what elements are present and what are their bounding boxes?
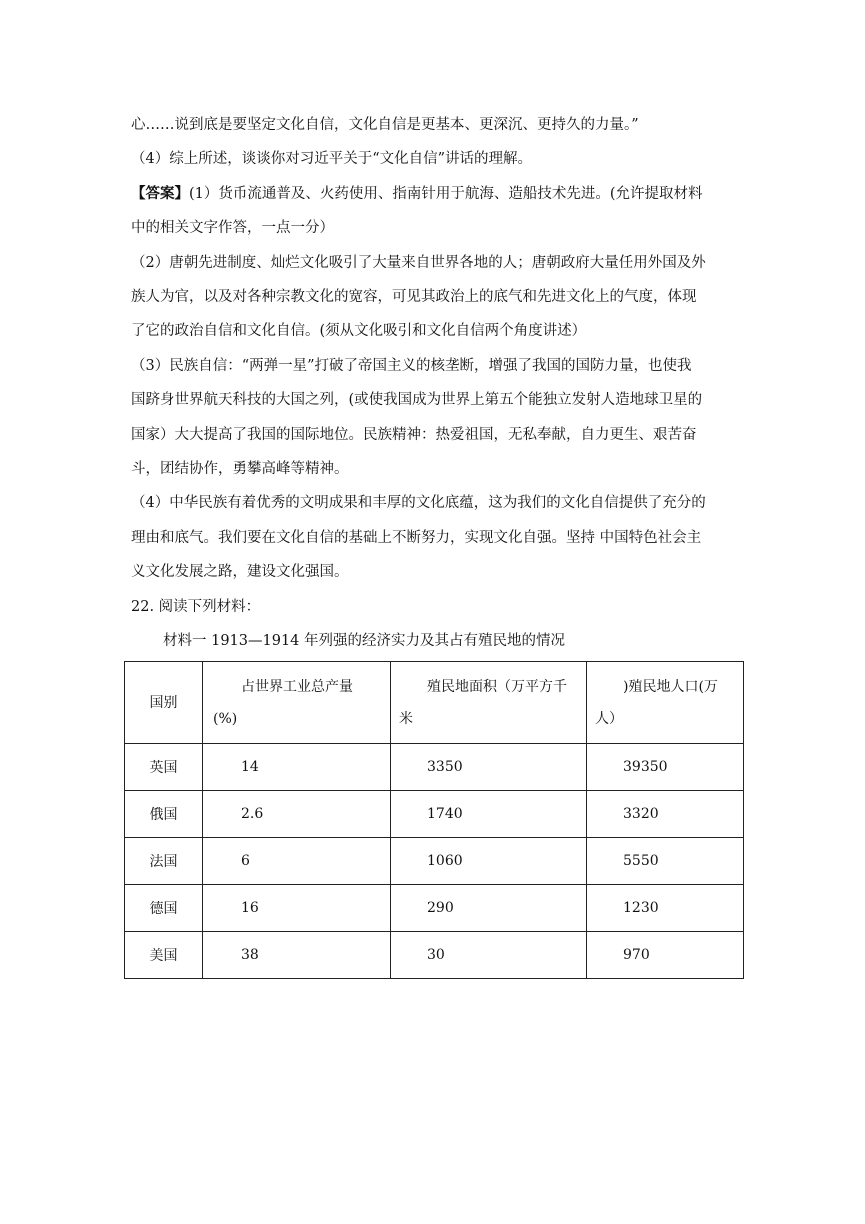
text-line: 了它的政治自信和文化自信。(须从文化吸引和文化自信两个角度讲述） xyxy=(131,323,587,340)
cell-area: 1740 xyxy=(391,791,587,838)
table-row xyxy=(125,791,744,838)
cell-industry: 16 xyxy=(203,885,391,932)
header-area-line2: 米 xyxy=(399,710,413,727)
cell-population: 3320 xyxy=(587,791,744,838)
cell-population: 5550 xyxy=(587,838,744,885)
cell-country: 美国 xyxy=(125,932,203,979)
cell-population: 1230 xyxy=(587,885,744,932)
cell-area: 3350 xyxy=(391,744,587,791)
text-line: 心……说到底是要坚定文化自信，文化自信是更基本、更深沉、更持久的力量。” xyxy=(131,117,639,133)
cell-industry: 38 xyxy=(203,932,391,979)
table-row xyxy=(125,838,744,885)
question-heading: 22. 阅读下列材料： xyxy=(131,598,261,615)
table-row xyxy=(125,744,744,791)
cell-industry: 2.6 xyxy=(203,791,391,838)
header-area-line1: 殖民地面积（万平方千 xyxy=(427,678,567,695)
table-caption: 材料一 1913—1914 年列强的经济实力及其占有殖民地的情况 xyxy=(163,633,566,650)
cell-country: 德国 xyxy=(125,885,203,932)
document-body xyxy=(131,108,743,659)
cell-area: 290 xyxy=(391,885,587,932)
text-line: 理由和底气。我们要在文化自信的基础上不断努力，实现文化自强。坚持 中国特色社会主 xyxy=(131,529,702,546)
header-country: 国别 xyxy=(125,662,203,744)
header-population-line2: 人） xyxy=(595,710,623,727)
cell-country: 英国 xyxy=(125,744,203,791)
text-line: 义文化发展之路，建设文化强国。 xyxy=(131,564,349,581)
cell-industry: 6 xyxy=(203,838,391,885)
table-header-row xyxy=(125,662,744,744)
answer-label: 【答案】 xyxy=(131,184,189,202)
text-line: 族人为官，以及对各种宗教文化的宽容，可见其政治上的底气和先进文化上的气度，体现 xyxy=(131,289,697,306)
cell-country: 俄国 xyxy=(125,791,203,838)
header-industry-line2: (%) xyxy=(213,710,238,727)
text-line: （4）中华民族有着优秀的文明成果和丰厚的文化底蕴，这为我们的文化自信提供了充分的 xyxy=(131,495,706,512)
text-line: 中的相关文字作答，一点一分） xyxy=(131,220,334,237)
text-line: （2）唐朝先进制度、灿烂文化吸引了大量来自世界各地的人；唐朝政府大量任用外国及外 xyxy=(131,254,706,271)
cell-population: 39350 xyxy=(587,744,744,791)
header-industry-line1: 占世界工业总产量 xyxy=(241,678,353,695)
cell-area: 30 xyxy=(391,932,587,979)
cell-industry: 14 xyxy=(203,744,391,791)
table-row xyxy=(125,885,744,932)
text-line: （4）综上所述，谈谈你对习近平关于“文化自信”讲话的理解。 xyxy=(131,151,533,168)
header-population-line1: )殖民地人口(万 xyxy=(623,678,718,695)
table-row xyxy=(125,932,744,979)
cell-country: 法国 xyxy=(125,838,203,885)
header-industry xyxy=(203,662,391,744)
text-line: （3）民族自信：“两弹一星”打破了帝国主义的核垄断，增强了我国的国防力量，也使我 xyxy=(131,357,692,374)
cell-area: 1060 xyxy=(391,838,587,885)
colony-table xyxy=(124,661,744,979)
text-line: 斗，团结协作，勇攀高峰等精神。 xyxy=(131,461,349,478)
answer-text: (1）货币流通普及、火药使用、指南针用于航海、造船技术先进。(允许提取材料 xyxy=(189,185,703,202)
text-line: 国家）大大提高了我国的国际地位。民族精神：热爱祖国，无私奉献，自力更生、艰苦奋 xyxy=(131,426,697,443)
cell-population: 970 xyxy=(587,932,744,979)
text-line: 国跻身世界航天科技的大国之列，(或使我国成为世界上第五个能独立发射人造地球卫星的 xyxy=(131,392,703,409)
answer-line xyxy=(131,177,743,211)
header-population xyxy=(587,662,744,744)
header-area xyxy=(391,662,587,744)
